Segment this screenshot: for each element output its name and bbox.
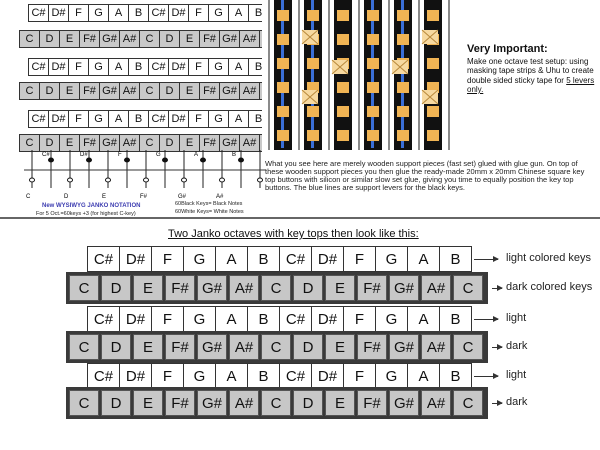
small-key: B bbox=[248, 110, 269, 128]
dark-key: G# bbox=[197, 275, 227, 301]
dark-key: C bbox=[453, 334, 483, 360]
small-key: G# bbox=[219, 82, 240, 100]
notation-subtitle: For 5 Oct.=60keys +3 (for highest C-key) bbox=[36, 211, 136, 217]
light-key: B bbox=[439, 246, 472, 272]
small-key: F bbox=[68, 110, 89, 128]
small-key: C# bbox=[148, 58, 169, 76]
dark-key: A# bbox=[229, 390, 259, 416]
dark-key: C bbox=[453, 390, 483, 416]
mini-note-bottom: A# bbox=[216, 194, 224, 200]
small-key: A# bbox=[239, 82, 260, 100]
small-key: A bbox=[108, 110, 129, 128]
small-key: B bbox=[128, 58, 149, 76]
support-pad bbox=[337, 34, 349, 45]
support-pad bbox=[277, 106, 289, 117]
section-heading: Two Janko octaves with key tops then look like this: bbox=[168, 228, 419, 240]
dark-key: F# bbox=[165, 275, 195, 301]
small-key: D bbox=[39, 82, 60, 100]
divider-strip bbox=[298, 0, 300, 150]
small-key: A# bbox=[119, 82, 140, 100]
pointer-arrow bbox=[474, 376, 498, 377]
dark-key: G# bbox=[389, 275, 419, 301]
dark-key: F# bbox=[357, 390, 387, 416]
small-light-row bbox=[28, 4, 268, 22]
small-light-row bbox=[28, 110, 268, 128]
divider-strip bbox=[418, 0, 420, 150]
small-light-row bbox=[28, 58, 268, 76]
small-key: E bbox=[179, 134, 200, 152]
small-key: F# bbox=[79, 134, 100, 152]
light-key: D# bbox=[311, 306, 344, 332]
legend-black: 60Black Keys= Black Notes bbox=[175, 201, 243, 207]
support-pad bbox=[337, 130, 349, 141]
small-key: A# bbox=[119, 30, 140, 48]
support-pad bbox=[397, 106, 409, 117]
mini-note-top: C# bbox=[42, 152, 50, 158]
light-key: D# bbox=[119, 246, 152, 272]
mini-note-top: D# bbox=[80, 152, 88, 158]
small-key: B bbox=[128, 4, 149, 22]
mini-note-bottom: E bbox=[102, 194, 107, 200]
note-head bbox=[144, 178, 149, 182]
small-key: D# bbox=[48, 4, 69, 22]
small-key: D bbox=[39, 134, 60, 152]
light-key: G bbox=[183, 363, 216, 389]
divider bbox=[0, 217, 600, 219]
small-key: B bbox=[248, 58, 269, 76]
small-key: F bbox=[188, 58, 209, 76]
dark-key-row bbox=[66, 272, 488, 304]
support-pad bbox=[367, 34, 379, 45]
support-pad bbox=[277, 82, 289, 93]
small-key: G# bbox=[99, 134, 120, 152]
support-pad bbox=[277, 58, 289, 69]
mini-note-top: A bbox=[194, 152, 199, 158]
important-emphasis: 5 levers only. bbox=[467, 75, 595, 94]
divider-strip bbox=[358, 0, 360, 150]
dark-key-row bbox=[66, 387, 488, 419]
light-key: G bbox=[375, 246, 408, 272]
dark-key: A# bbox=[229, 275, 259, 301]
small-key: G bbox=[88, 110, 109, 128]
small-dark-row bbox=[19, 82, 279, 100]
small-key: C bbox=[19, 134, 40, 152]
small-key: F bbox=[68, 4, 89, 22]
dark-key: D bbox=[101, 334, 131, 360]
important-heading: Very Important: bbox=[467, 43, 548, 55]
dark-key: C bbox=[69, 275, 99, 301]
dark-key: C bbox=[261, 390, 291, 416]
small-key: D# bbox=[48, 110, 69, 128]
divider-strip bbox=[328, 0, 330, 150]
small-key: G bbox=[208, 110, 229, 128]
dark-key: A# bbox=[421, 334, 451, 360]
small-key: C bbox=[139, 82, 160, 100]
dark-key: C bbox=[261, 334, 291, 360]
divider-strip bbox=[448, 0, 450, 150]
row-label: light bbox=[506, 312, 527, 324]
support-pad bbox=[337, 10, 349, 21]
dark-key: E bbox=[325, 275, 355, 301]
small-key: B bbox=[128, 110, 149, 128]
blue-lever bbox=[371, 0, 374, 148]
light-key: F bbox=[343, 363, 376, 389]
support-structure-illustration bbox=[262, 0, 458, 160]
pointer-arrow bbox=[474, 259, 498, 260]
light-key: A bbox=[215, 246, 248, 272]
light-key: A bbox=[407, 363, 440, 389]
small-key: G bbox=[208, 58, 229, 76]
note-head bbox=[106, 178, 111, 182]
dark-key: F# bbox=[357, 334, 387, 360]
dark-key: G# bbox=[389, 334, 419, 360]
small-key: D# bbox=[168, 110, 189, 128]
support-pad bbox=[307, 106, 319, 117]
light-key: A bbox=[407, 246, 440, 272]
small-dark-row bbox=[19, 30, 279, 48]
support-pad bbox=[337, 106, 349, 117]
small-key: D# bbox=[168, 58, 189, 76]
dark-key: G# bbox=[197, 390, 227, 416]
small-key: D bbox=[39, 30, 60, 48]
small-key: C# bbox=[148, 4, 169, 22]
dark-key: D bbox=[293, 390, 323, 416]
note-head bbox=[49, 158, 54, 162]
dark-key: A# bbox=[421, 390, 451, 416]
small-key: F bbox=[188, 110, 209, 128]
mini-note-top: G bbox=[156, 152, 161, 158]
note-head bbox=[68, 178, 73, 182]
small-key: G bbox=[88, 4, 109, 22]
support-pad bbox=[367, 82, 379, 93]
light-key: B bbox=[247, 363, 280, 389]
support-pad bbox=[367, 130, 379, 141]
mini-note-top: B bbox=[232, 152, 237, 158]
dark-key: C bbox=[453, 275, 483, 301]
light-key-row bbox=[87, 306, 471, 332]
small-key: F# bbox=[199, 82, 220, 100]
support-pad bbox=[277, 130, 289, 141]
light-key: D# bbox=[119, 306, 152, 332]
support-pad bbox=[337, 82, 349, 93]
pointer-arrow bbox=[492, 347, 502, 348]
light-key: G bbox=[375, 306, 408, 332]
light-key: B bbox=[247, 306, 280, 332]
dark-key: C bbox=[261, 275, 291, 301]
dark-key: D bbox=[293, 334, 323, 360]
small-key: F# bbox=[199, 30, 220, 48]
light-key: G bbox=[183, 246, 216, 272]
light-key: A bbox=[215, 363, 248, 389]
support-pad bbox=[397, 10, 409, 21]
light-key: F bbox=[151, 246, 184, 272]
light-key: G bbox=[375, 363, 408, 389]
notation-title: New WYSIWYG JANKO NOTATION bbox=[42, 203, 141, 209]
small-key: A bbox=[228, 58, 249, 76]
dark-key: D bbox=[293, 275, 323, 301]
divider-strip bbox=[388, 0, 390, 150]
small-key: C# bbox=[28, 110, 49, 128]
support-pad bbox=[397, 130, 409, 141]
light-key: B bbox=[247, 246, 280, 272]
note-head bbox=[182, 178, 187, 182]
small-key: D bbox=[159, 134, 180, 152]
small-key: F# bbox=[79, 30, 100, 48]
mini-note-bottom: D bbox=[64, 194, 69, 200]
small-key: G# bbox=[219, 30, 240, 48]
pointer-arrow bbox=[492, 403, 502, 404]
light-key: C# bbox=[87, 246, 120, 272]
divider-strip bbox=[268, 0, 270, 150]
note-head bbox=[220, 178, 225, 182]
row-label: dark bbox=[506, 340, 528, 352]
support-pad bbox=[307, 10, 319, 21]
row-label: light colored keys bbox=[506, 252, 591, 264]
small-key: F bbox=[188, 4, 209, 22]
pointer-arrow bbox=[474, 319, 498, 320]
light-key: B bbox=[439, 363, 472, 389]
support-pad bbox=[397, 34, 409, 45]
small-key: G bbox=[208, 4, 229, 22]
small-key: G bbox=[88, 58, 109, 76]
dark-key: A# bbox=[229, 334, 259, 360]
support-strip bbox=[334, 0, 352, 150]
dark-key: G# bbox=[197, 334, 227, 360]
small-key: D bbox=[159, 30, 180, 48]
support-pad bbox=[397, 82, 409, 93]
light-key: C# bbox=[87, 306, 120, 332]
dark-key: E bbox=[133, 334, 163, 360]
small-key: C# bbox=[148, 110, 169, 128]
small-key: A bbox=[228, 4, 249, 22]
note-head bbox=[201, 158, 206, 162]
light-key: C# bbox=[87, 363, 120, 389]
dark-key: E bbox=[325, 390, 355, 416]
small-key: A# bbox=[119, 134, 140, 152]
small-key: A# bbox=[239, 30, 260, 48]
small-key: E bbox=[179, 82, 200, 100]
small-key: C bbox=[19, 30, 40, 48]
note-head bbox=[163, 158, 168, 162]
small-key: E bbox=[179, 30, 200, 48]
dark-key: A# bbox=[421, 275, 451, 301]
light-key: G bbox=[183, 306, 216, 332]
small-key: C bbox=[19, 82, 40, 100]
small-key: D bbox=[159, 82, 180, 100]
dark-key: E bbox=[325, 334, 355, 360]
mini-note-bottom: G# bbox=[178, 194, 187, 200]
light-key: F bbox=[151, 306, 184, 332]
small-key: F# bbox=[79, 82, 100, 100]
small-key: F bbox=[68, 58, 89, 76]
support-pad bbox=[307, 130, 319, 141]
support-pad bbox=[307, 58, 319, 69]
small-key: A bbox=[108, 58, 129, 76]
light-key: A bbox=[215, 306, 248, 332]
dark-key: F# bbox=[165, 390, 195, 416]
support-pad bbox=[427, 58, 439, 69]
small-key: A bbox=[108, 4, 129, 22]
light-key: A bbox=[407, 306, 440, 332]
support-pad bbox=[367, 58, 379, 69]
small-key: C# bbox=[28, 4, 49, 22]
dark-key: E bbox=[133, 390, 163, 416]
light-key: C# bbox=[279, 246, 312, 272]
light-key: D# bbox=[311, 246, 344, 272]
note-head bbox=[87, 158, 92, 162]
important-note bbox=[467, 45, 597, 95]
light-key: C# bbox=[279, 363, 312, 389]
note-head bbox=[30, 178, 35, 182]
blue-lever bbox=[281, 0, 284, 148]
mini-note-top: F bbox=[118, 152, 122, 158]
support-pad bbox=[367, 10, 379, 21]
small-key: D# bbox=[168, 4, 189, 22]
row-label: dark colored keys bbox=[506, 281, 593, 293]
small-key: G# bbox=[219, 134, 240, 152]
light-key: D# bbox=[119, 363, 152, 389]
small-key: E bbox=[59, 30, 80, 48]
row-label: dark bbox=[506, 396, 528, 408]
light-key: F bbox=[343, 306, 376, 332]
small-key: E bbox=[59, 134, 80, 152]
light-key: D# bbox=[311, 363, 344, 389]
note-head bbox=[258, 178, 263, 182]
dark-key: G# bbox=[389, 390, 419, 416]
light-key: B bbox=[439, 306, 472, 332]
pointer-arrow bbox=[492, 288, 502, 289]
small-key: A# bbox=[239, 134, 260, 152]
support-pad bbox=[427, 106, 439, 117]
description-text: What you see here are merely wooden support pieces (fast set) glued with glue gun. On top of these wooden support pieces you then glue the ready-made 20mm x 20mm Chinese square key top buttons with silicon or similar slow set glue, giving you time to equally position the key top buttons. The blue lines are support levers for the black keys. bbox=[265, 159, 585, 192]
row-label: light bbox=[506, 369, 527, 381]
dark-key: D bbox=[101, 275, 131, 301]
small-key: A bbox=[228, 110, 249, 128]
dark-key: C bbox=[69, 334, 99, 360]
light-key: F bbox=[343, 246, 376, 272]
small-key: G# bbox=[99, 30, 120, 48]
support-pad bbox=[367, 106, 379, 117]
support-strip bbox=[424, 0, 442, 150]
blue-lever bbox=[311, 0, 314, 148]
support-pad bbox=[277, 10, 289, 21]
small-key: E bbox=[59, 82, 80, 100]
support-pad bbox=[427, 130, 439, 141]
dark-key: F# bbox=[357, 275, 387, 301]
mini-note-bottom: F# bbox=[140, 194, 148, 200]
note-head bbox=[125, 158, 130, 162]
legend-white: 60White Keys= White Notes bbox=[175, 209, 244, 215]
light-key: F bbox=[151, 363, 184, 389]
dark-key: C bbox=[69, 390, 99, 416]
important-body: Make one octave test setup: using masking tape strips & Uhu to create double sided sticky tape for bbox=[467, 56, 594, 85]
mini-notation-panel bbox=[20, 146, 270, 202]
dark-key: D bbox=[101, 390, 131, 416]
light-key-row bbox=[87, 363, 471, 389]
dark-key: F# bbox=[165, 334, 195, 360]
light-key: C# bbox=[279, 306, 312, 332]
small-key: B bbox=[248, 4, 269, 22]
light-key-row bbox=[87, 246, 471, 272]
small-key: C# bbox=[28, 58, 49, 76]
dark-key-row bbox=[66, 331, 488, 363]
small-key: F# bbox=[199, 134, 220, 152]
dark-key: E bbox=[133, 275, 163, 301]
small-key: G# bbox=[99, 82, 120, 100]
mini-note-bottom: C bbox=[26, 194, 31, 200]
small-key: C bbox=[139, 30, 160, 48]
support-pad bbox=[277, 34, 289, 45]
note-head bbox=[239, 158, 244, 162]
small-key: C bbox=[139, 134, 160, 152]
support-pad bbox=[427, 10, 439, 21]
small-key: D# bbox=[48, 58, 69, 76]
